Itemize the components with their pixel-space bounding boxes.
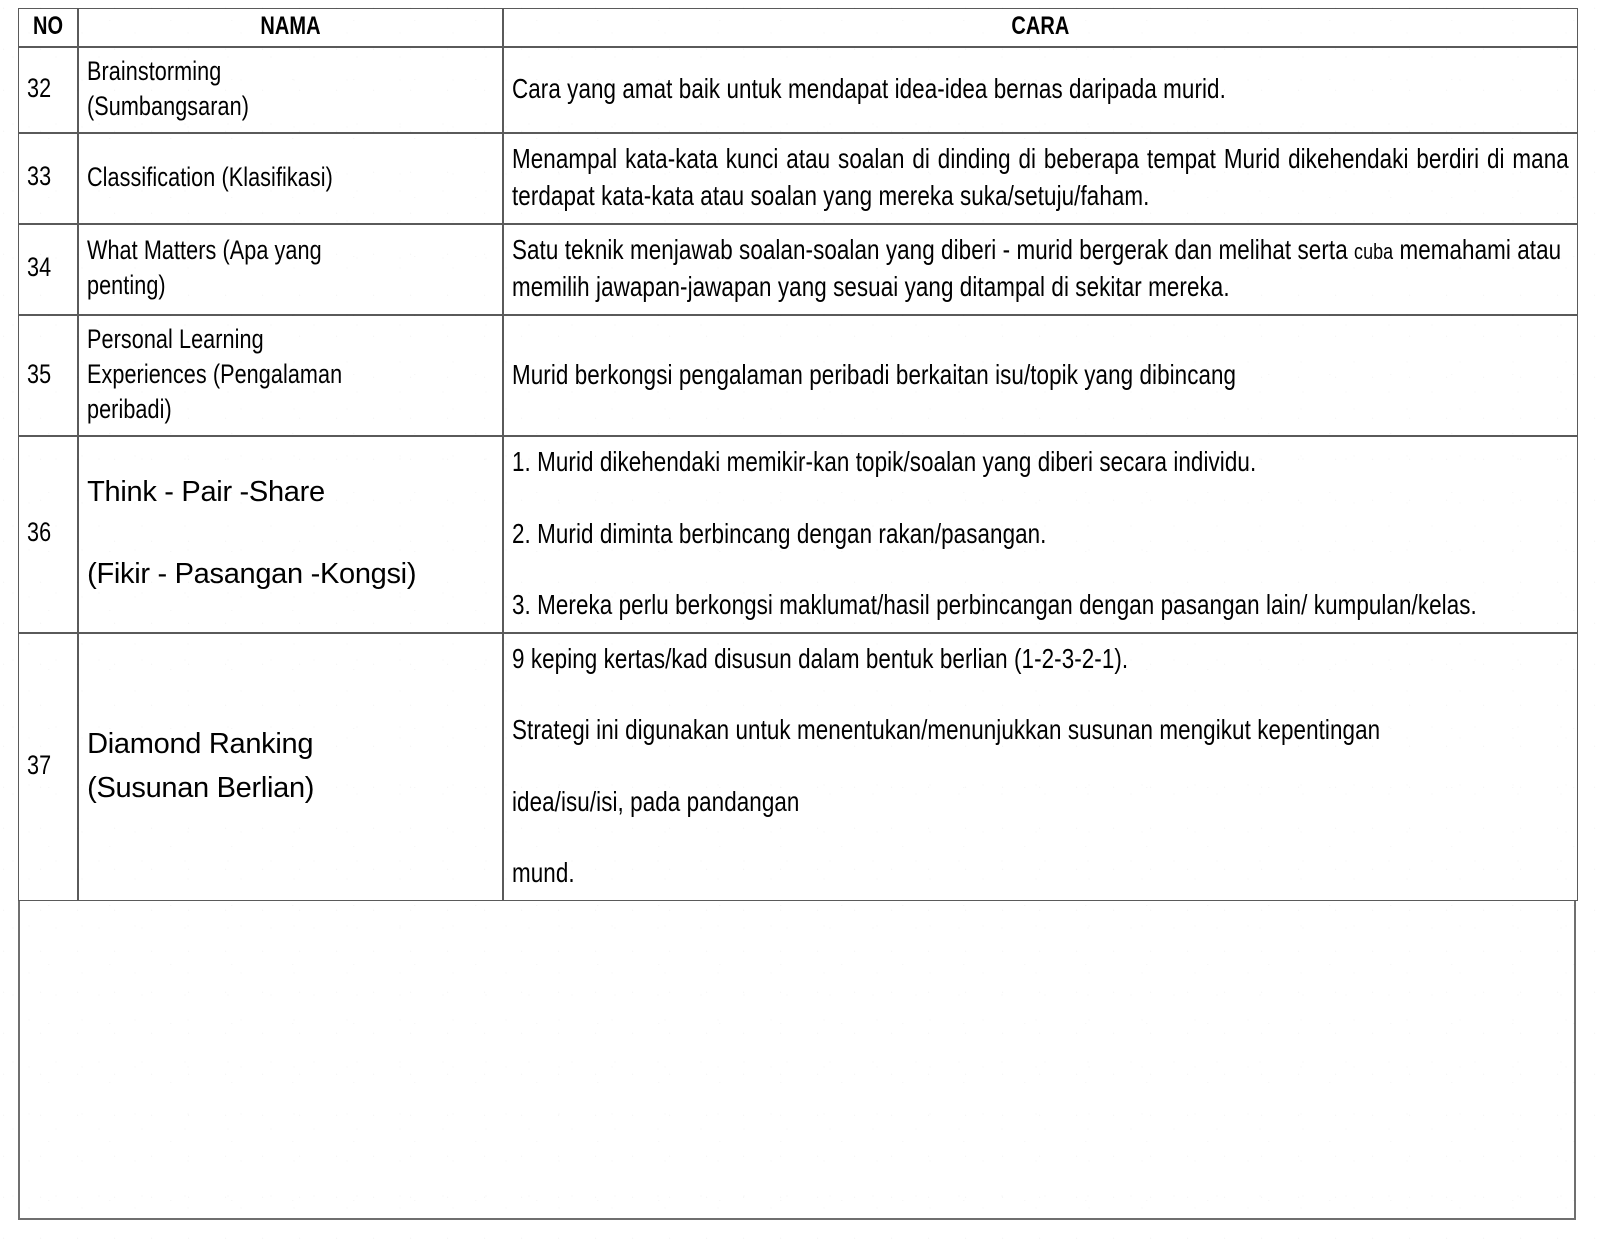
column-header-no: [18, 8, 78, 47]
table-header-row: [18, 8, 1578, 47]
row-method-paragraph: Menampal kata-kata kunci atau soalan di dinding di beberapa tempat Murid dikehendaki berdiri di mana terdapat kata-kata atau soalan yang mereka suka/setuju/faham.: [512, 142, 1569, 212]
row-number: 35: [27, 358, 52, 389]
column-header-nama: [78, 8, 503, 47]
row-number-cell: [18, 633, 78, 901]
row-name-cell: [78, 436, 503, 633]
row-number-cell: [18, 133, 78, 224]
column-header-no-label: NO: [32, 12, 64, 40]
row-number: 37: [27, 749, 52, 780]
row-method-paragraph: mund.: [512, 857, 575, 889]
row-number-cell: [18, 315, 78, 436]
table-row: [18, 315, 1578, 436]
row-number: 33: [27, 161, 52, 192]
technique-table: [18, 8, 1578, 901]
column-header-cara-label: CARA: [1011, 12, 1070, 40]
blank-line-spacer: [512, 749, 1569, 783]
row-method-paragraph: Murid berkongsi pengalaman peribadi berkaitan isu/topik yang dibincang: [512, 358, 1237, 390]
row-name-cell: [78, 315, 503, 436]
reduced-size-word: cuba: [1354, 238, 1394, 264]
row-method-cell: [503, 133, 1578, 224]
row-method-cell: [503, 436, 1578, 633]
row-name-cell: [78, 133, 503, 224]
row-method-paragraph: Strategi ini digunakan untuk menentukan/menunjukkan susunan mengikut kepentingan: [512, 714, 1381, 746]
row-name-line: Classification (Klasifikasi): [87, 161, 334, 192]
row-method-paragraph: 9 keping kertas/kad disusun dalam bentuk berlian (1-2-3-2-1).: [512, 642, 1129, 674]
row-name-line: Diamond Ranking: [87, 727, 314, 760]
row-name-cell: [78, 633, 503, 901]
row-name-line: (Sumbangsaran): [87, 90, 250, 121]
row-method-cell: [503, 47, 1578, 133]
row-method-paragraph: 1. Murid dikehendaki memikir-kan topik/soalan yang diberi secara individu.: [512, 446, 1257, 478]
blank-line-spacer: [512, 820, 1569, 854]
row-name-line: Personal Learning: [87, 323, 264, 354]
row-number: 34: [27, 252, 52, 283]
row-number-cell: [18, 47, 78, 133]
row-name-line: (Fikir - Pasangan -Kongsi): [87, 558, 417, 591]
row-number: 32: [27, 72, 52, 103]
row-name-line: penting): [87, 270, 166, 301]
row-method-paragraph: 2. Murid diminta berbincang dengan rakan/pasangan.: [512, 517, 1047, 549]
row-name-line: peribadi): [87, 393, 172, 424]
row-method-cell: [503, 224, 1578, 315]
column-header-nama-label: NAMA: [260, 12, 321, 40]
row-method-paragraph: 3. Mereka perlu berkongsi maklumat/hasil perbincangan dengan pasangan lain/ kumpulan/kelas.: [512, 589, 1478, 621]
row-method-paragraph: Satu teknik menjawab soalan-soalan yang diberi - murid bergerak dan melihat serta cuba memahami atau memilih jawapan-jawapan yang sesuai yang ditampal di sekitar mereka.: [512, 233, 1562, 303]
blank-line-spacer: [512, 481, 1569, 515]
row-name-line: What Matters (Apa yang: [87, 235, 322, 266]
blank-line-spacer: [512, 677, 1569, 711]
row-number: 36: [27, 517, 52, 548]
row-name-line: Brainstorming: [87, 55, 222, 86]
table-row: [18, 436, 1578, 633]
row-name-line: Think - Pair -Share: [87, 476, 325, 509]
row-method-cell: [503, 315, 1578, 436]
row-name-cell: [78, 224, 503, 315]
table-row: [18, 133, 1578, 224]
column-header-cara: [503, 8, 1578, 47]
table-row: [18, 633, 1578, 901]
row-name-line: Experiences (Pengalaman: [87, 358, 343, 389]
row-method-paragraph: Cara yang amat baik untuk mendapat idea-idea bernas daripada murid.: [512, 72, 1227, 104]
row-number-cell: [18, 224, 78, 315]
row-number-cell: [18, 436, 78, 633]
table-row: [18, 224, 1578, 315]
row-method-paragraph: idea/isu/isi, pada pandangan: [512, 785, 800, 817]
row-name-cell: [78, 47, 503, 133]
row-name-line: (Susunan Berlian): [87, 771, 315, 804]
blank-line-spacer: [87, 514, 494, 552]
row-method-cell: [503, 633, 1578, 901]
table-row: [18, 47, 1578, 133]
blank-line-spacer: [512, 552, 1569, 586]
